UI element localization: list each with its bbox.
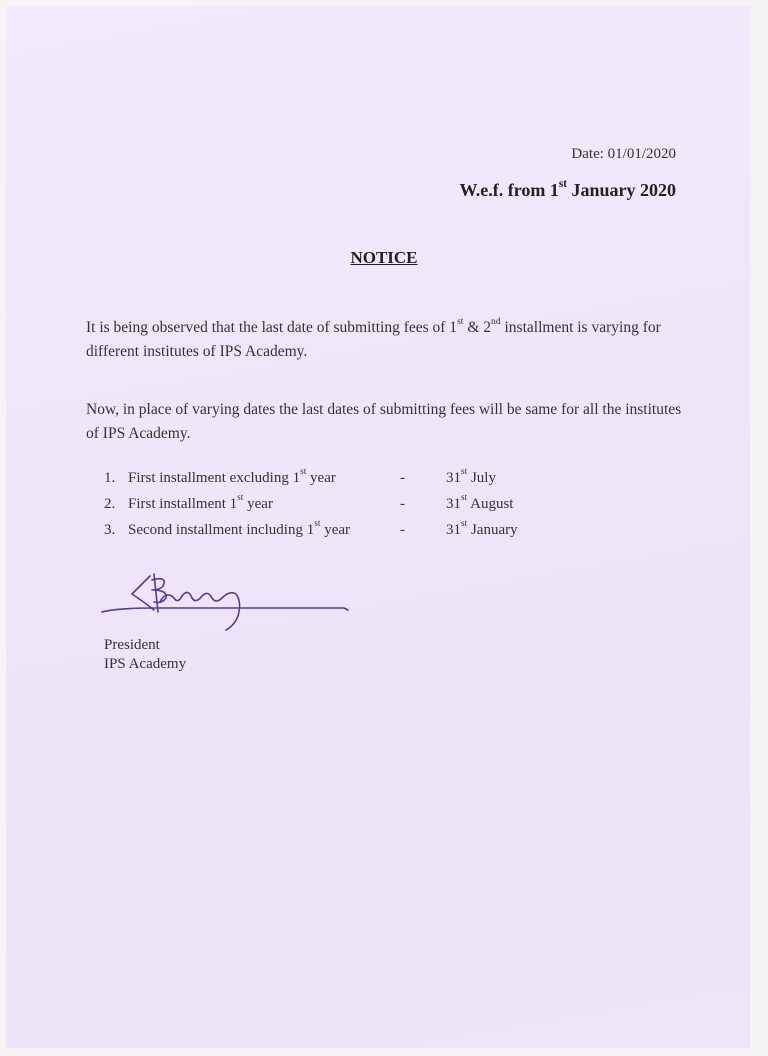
list-item: 2. First installment 1st year - 31st August [104,493,514,512]
list-item: 3. Second installment including 1st year - 31st January [104,519,518,538]
notice-title: NOTICE [350,248,418,267]
effective-date: W.e.f. from 1st January 2020 [459,177,676,200]
paragraph-policy: Now, in place of varying dates the last dates of submitting fees will be same for all the institutes of IPS Academy. [86,401,682,442]
signature-icon [96,568,356,638]
installment-list [104,467,544,548]
scan-margin [750,0,768,1056]
signatory-organization: IPS Academy [104,656,187,672]
signatory-block [104,636,186,674]
list-item: 1. First installment excluding 1st year - 31st July [104,467,496,486]
signatory-title: President [104,637,160,653]
date-label: Date: 01/01/2020 [571,146,676,162]
paragraph-observation: It is being observed that the last date of submitting fees of 1st & 2nd installment is varying for different institutes of IPS Academy. [86,315,661,360]
